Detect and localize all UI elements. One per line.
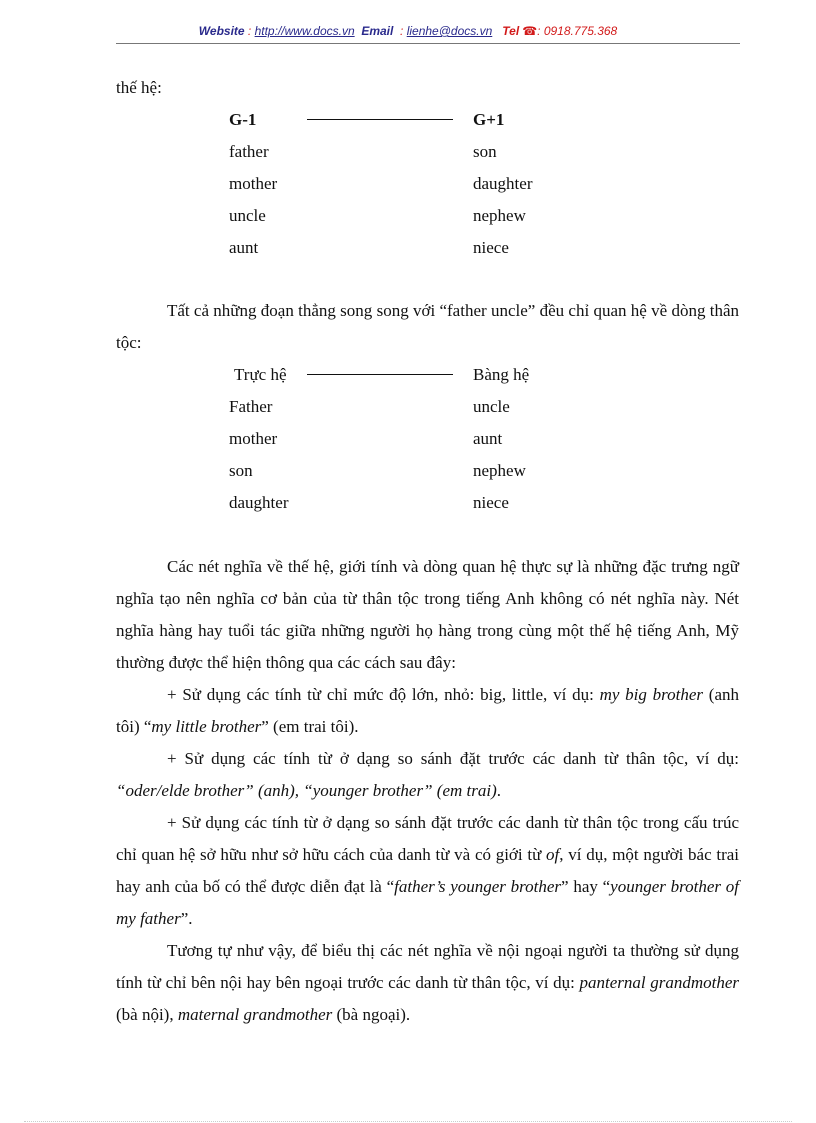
table-row	[229, 423, 739, 455]
table-cell-right: aunt	[473, 429, 503, 448]
email-separator: :	[396, 24, 407, 38]
table-cell-left: Father	[229, 397, 273, 416]
tel-label: Tel	[502, 24, 520, 38]
table-row	[229, 391, 739, 423]
email-link[interactable]: lienhe@docs.vn	[406, 24, 493, 38]
bullet-possessive-structure: + Sử dụng các tính từ ở dạng so sánh đặt trước các danh từ thân tộc trong cấu trúc chỉ quan hệ sở hữu như sở hữu cách của danh từ và có giới từ of, ví dụ, một người bác trai hay anh của bố có thể được diễn đạt là “father’s younger brother” hay “younger brother of my father”.	[116, 813, 739, 928]
website-separator: :	[244, 24, 255, 38]
table-header-left: G-1	[229, 110, 257, 129]
generation-table	[229, 104, 739, 264]
table-header	[229, 359, 739, 391]
table-cell-right: daughter	[473, 174, 533, 193]
table-cell-left: daughter	[229, 493, 289, 512]
table-header-right: Bàng hệ	[473, 365, 530, 384]
phone-icon: ☎	[522, 24, 538, 38]
table-cell-right: niece	[473, 238, 509, 257]
table-cell-left: uncle	[229, 206, 266, 225]
table-row	[229, 455, 739, 487]
table-cell-right: nephew	[473, 206, 526, 225]
lineage-table	[229, 359, 739, 519]
table-cell-left: son	[229, 461, 253, 480]
table-divider-line	[307, 359, 473, 391]
table-row	[229, 200, 739, 232]
table-cell-right: son	[473, 142, 497, 161]
table-cell-right: niece	[473, 493, 509, 512]
header-divider	[116, 43, 740, 44]
table-divider-line	[307, 104, 473, 136]
paragraph-lineage: Tất cả những đoạn thẳng song song với “father uncle” đều chỉ quan hệ về dòng thân tộc:	[116, 301, 739, 352]
table-cell-left: mother	[229, 429, 278, 448]
table-header-right: G+1	[473, 110, 505, 129]
footer-divider	[24, 1121, 792, 1122]
document-body	[116, 72, 739, 1031]
page-header	[0, 24, 816, 38]
table-row	[229, 232, 739, 264]
table-cell-left: aunt	[229, 238, 259, 257]
table-header-left: Trực hệ	[234, 365, 287, 384]
paragraph-paternal-maternal: Tương tự như vậy, để biểu thị các nét nghĩa về nội ngoại người ta thường sử dụng tính từ chỉ bên nội hay bên ngoại trước các danh từ thân tộc, ví dụ: panternal grandmother (bà nội), maternal grandmother (bà ngoại).	[116, 941, 740, 1024]
table-row	[229, 487, 739, 519]
table-row	[229, 168, 739, 200]
table-cell-right: nephew	[473, 461, 526, 480]
bullet-comparative-adjectives: + Sử dụng các tính từ ở dạng so sánh đặt trước các danh từ thân tộc, ví dụ: “oder/elde brother” (anh), “younger brother” (em trai).	[116, 749, 739, 800]
tel-number: 0918.775.368	[543, 24, 618, 38]
email-label: Email	[361, 24, 394, 38]
tel-separator: :	[537, 24, 544, 38]
website-label: Website	[198, 24, 245, 38]
table-row	[229, 136, 739, 168]
table-cell-right: uncle	[473, 397, 510, 416]
table-cell-left: mother	[229, 174, 278, 193]
website-link[interactable]: http://www.docs.vn	[254, 24, 355, 38]
table-header	[229, 104, 739, 136]
table-cell-left: father	[229, 142, 269, 161]
intro-line: thế hệ:	[116, 78, 162, 97]
bullet-size-adjectives: + Sử dụng các tính từ chỉ mức độ lớn, nhỏ: big, little, ví dụ: my big brother (anh tôi) “my little brother” (em trai tôi).	[116, 685, 739, 736]
paragraph-semantic-features: Các nét nghĩa về thế hệ, giới tính và dòng quan hệ thực sự là những đặc trưng ngữ nghĩa tạo nên nghĩa cơ bản của từ thân tộc trong tiếng Anh không có nét nghĩa này. Nét nghĩa hàng hay tuổi tác giữa những người họ hàng trong cùng một thế hệ tiếng Anh, Mỹ thường được thể hiện thông qua các cách sau đây:	[116, 557, 739, 672]
